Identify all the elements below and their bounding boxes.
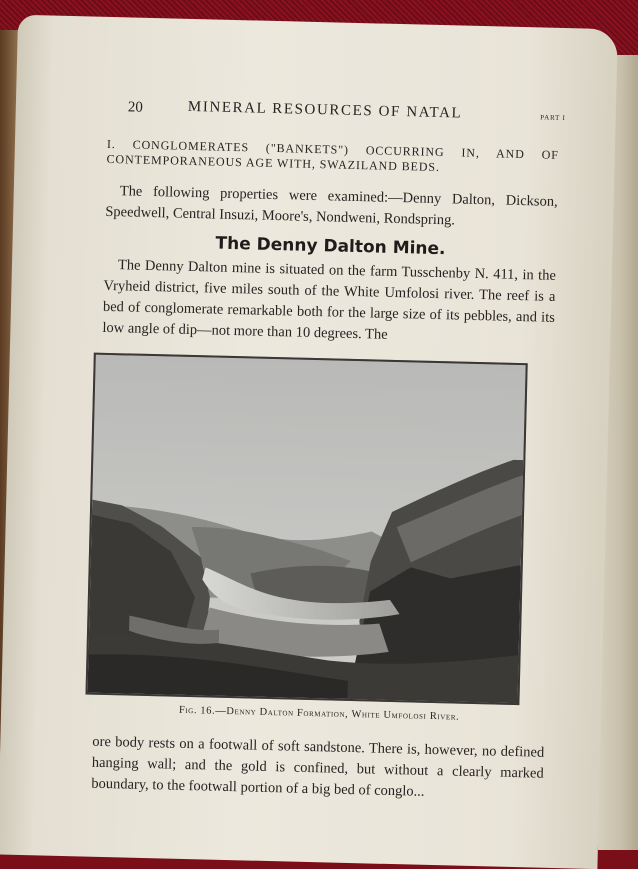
intro-paragraph: The following properties were examined:—Denny Dalton, Dickson, Speedwell, Central Insuzi, Moore's, Nondweni, Rondspring.	[105, 183, 558, 229]
photo-illustration	[88, 355, 526, 703]
part-label: PART I	[540, 113, 566, 123]
page-number: 20	[127, 99, 144, 116]
book-page	[0, 15, 618, 869]
river-gorge-photo	[85, 353, 527, 706]
running-title: MINERAL RESOURCES OF NATAL	[187, 98, 463, 122]
body-paragraph-continued: ore body rests on a footwall of soft sandstone. There is, however, no defined hanging wall; and the gold is confined, but without a clearly marked boundary, to the footwall portion of a big bed of conglo...	[91, 733, 545, 800]
body-paragraph: The Denny Dalton mine is situated on the farm Tusschenby N. 411, in the Vryheid district, five miles south of the White Umfolosi river. The reef is a bed of conglomerate remarkable both for the large size of its pebbles, and its low angle of dip—not more than 10 degrees. The	[102, 257, 557, 343]
section-heading: I. CONGLOMERATES ("BANKETS") OCCURRING IN, AND OF CONTEMPORANEOUS AGE WITH, SWAZILAND BEDS.	[106, 136, 559, 175]
mine-title: The Denny Dalton Mine.	[215, 233, 446, 260]
page-content	[91, 97, 566, 806]
page-header	[107, 97, 566, 136]
figure-caption: Fig. 16.—Denny Dalton Formation, White Umfolosi River.	[178, 704, 460, 723]
